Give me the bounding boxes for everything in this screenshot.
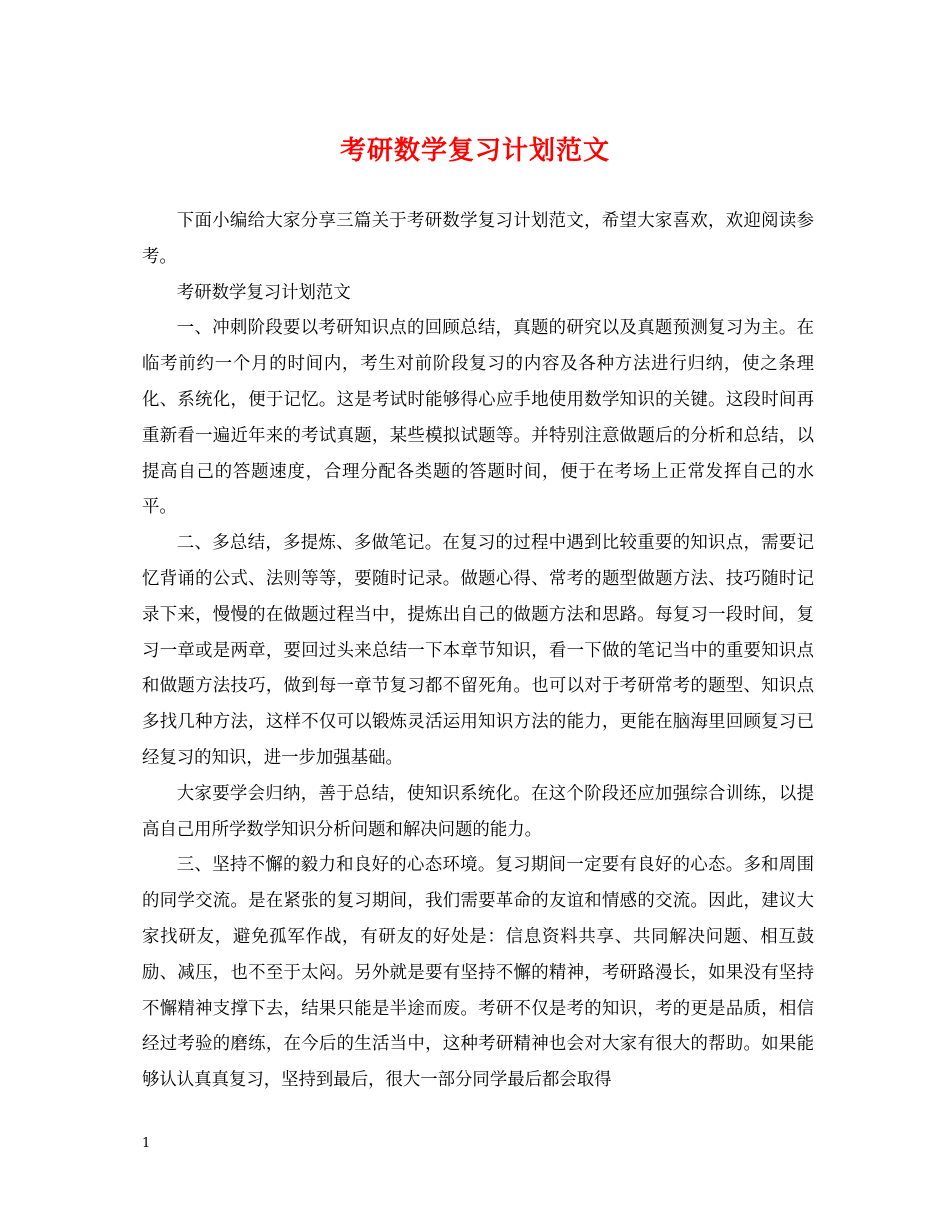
paragraph-summary-advice: 大家要学会归纳，善于总结，使知识系统化。在这个阶段还应加强综合训练，以提高自己用所学数学知识分析问题和解决问题的能力。 [142,783,814,840]
paragraph-section-three: 三、坚持不懈的毅力和良好的心态环境。复习期间一定要有良好的心态。多和周围的同学交流。是在紧张的复习期间，我们需要革命的友谊和情感的交流。因此，建议大家找研友，避免孤军作战，有研友的好处是：信息资料共享、共同解决问题、相互鼓励、减压，也不至于太闷。另外就是要有坚持不懈的精神，考研路漫长，如果没有坚持不懈精神支撑下去，结果只能是半途而废。考研不仅是考的知识，考的更是品质，相信经过考验的磨练，在今后的生活当中，这种考研精神也会对大家有很大的帮助。如果能够认认真真复习，坚持到最后，很大一部分同学最后都会取得 [142,855,814,1091]
paragraph-intro: 下面小编给大家分享三篇关于考研数学复习计划范文，希望大家喜欢，欢迎阅读参考。 [142,211,814,267]
page-number: 1 [142,1136,151,1151]
document-body [142,204,814,1099]
paragraph-section-one: 一、冲刺阶段要以考研知识点的回顾总结，真题的研究以及真题预测复习为主。在临考前约一个月的时间内，考生对前阶段复习的内容及各种方法进行归纳，使之条理化、系统化，便于记忆。这是考试时能够得心应手地使用数学知识的关键。这段时间再重新看一遍近年来的考试真题，某些模拟试题等。并特别注意做题后的分析和总结，以提高自己的答题速度，合理分配各类题的答题时间，便于在考场上正常发挥自己的水平。 [142,318,814,518]
paragraph-section-two: 二、多总结，多提炼、多做笔记。在复习的过程中遇到比较重要的知识点，需要记忆背诵的公式、法则等等，要随时记录。做题心得、常考的题型做题方法、技巧随时记录下来，慢慢的在做题过程当中，提炼出自己的做题方法和思路。每复习一段时间，复习一章或是两章，要回过头来总结一下本章节知识，看一下做的笔记当中的重要知识点和做题方法技巧，做到每一章节复习都不留死角。也可以对于考研常考的题型、知识点多找几种方法，这样不仅可以锻炼灵活运用知识方法的能力，更能在脑海里回顾复习已经复习的知识，进一步加强基础。 [142,533,814,768]
paragraph-subtitle: 考研数学复习计划范文 [176,282,351,303]
document-title: 考研数学复习计划范文 [339,136,610,166]
